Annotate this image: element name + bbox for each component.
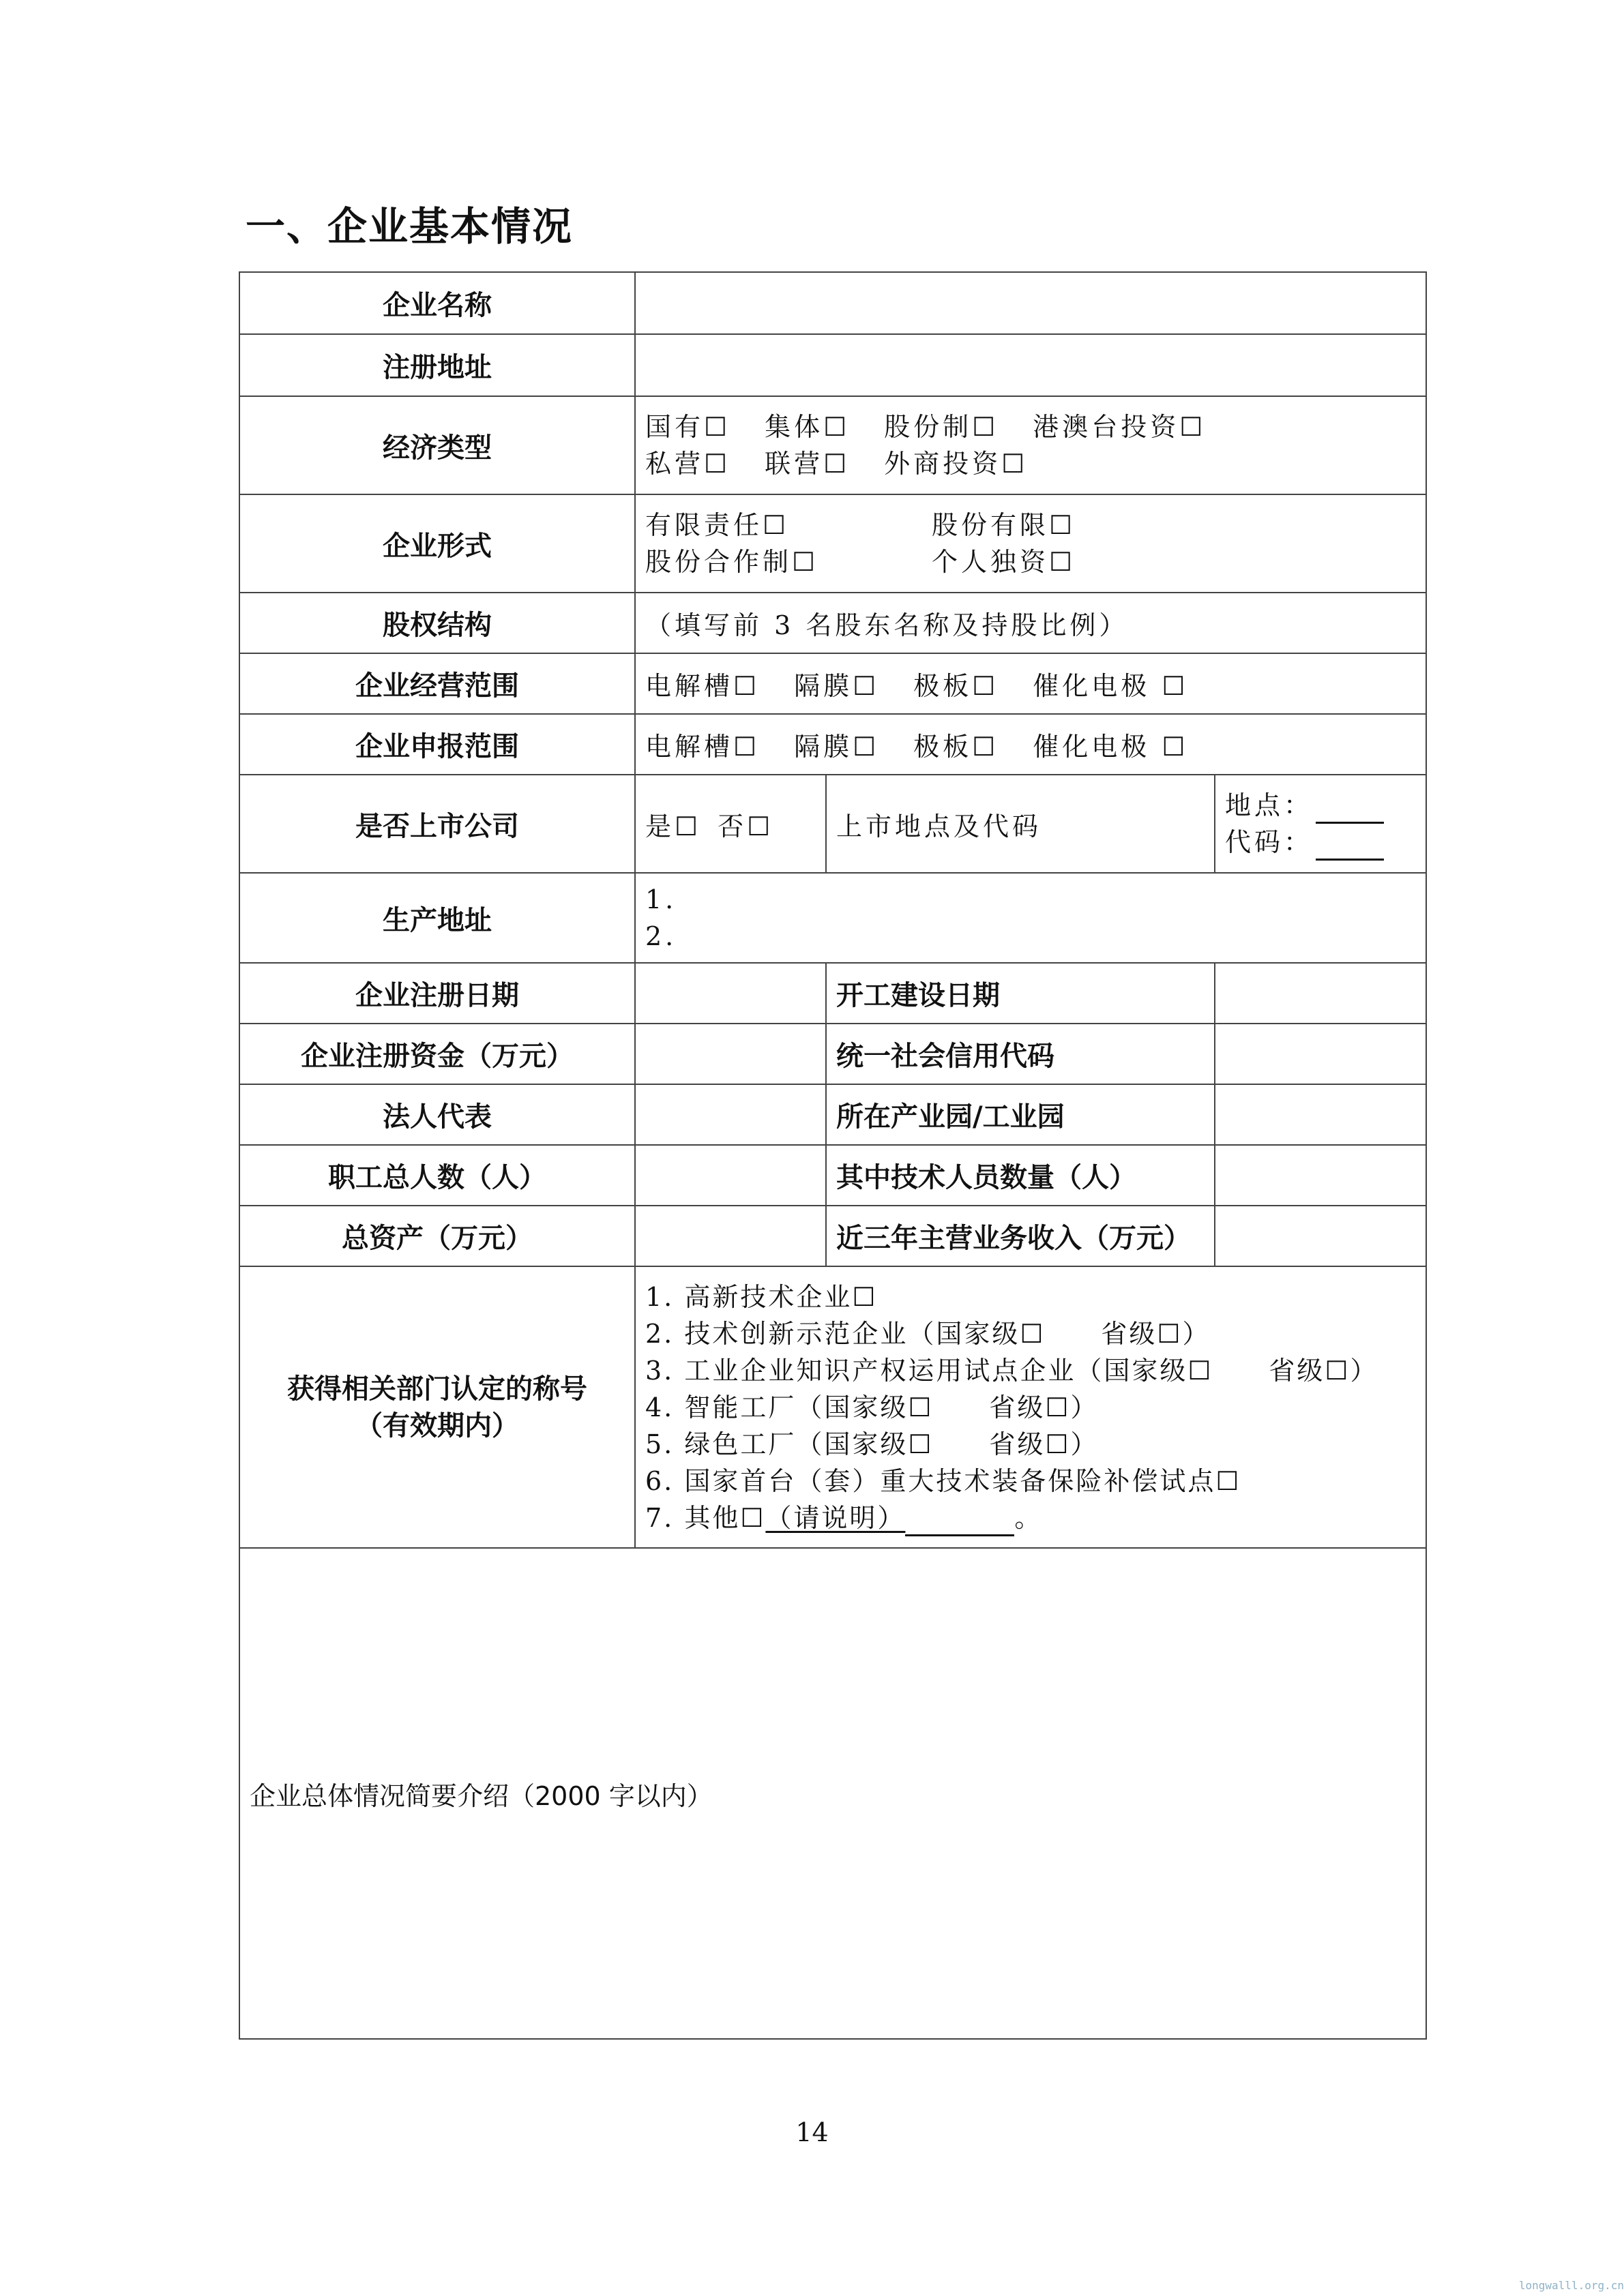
title-item-other-checkbox[interactable]: 7. 其他☐ (645, 1502, 766, 1533)
row-declare-scope (239, 714, 1426, 775)
production-address-2: 2. (645, 921, 677, 951)
label-recognized-titles (239, 1266, 635, 1548)
section-heading: 一、企业基本情况 (246, 203, 574, 250)
label-registered-capital: 企业注册资金（万元） (239, 1024, 635, 1084)
recognized-titles-list (635, 1266, 1426, 1548)
title-item-green-factory[interactable]: 5. 绿色工厂（国家级☐ 省级☐） (645, 1429, 1099, 1459)
label-total-employees: 职工总人数（人） (239, 1145, 635, 1206)
label-industrial-park: 所在产业园/工业园 (826, 1084, 1215, 1145)
input-enterprise-name[interactable] (635, 272, 1426, 334)
label-registration-date: 企业注册日期 (239, 963, 635, 1024)
listed-place-label: 地点： (1225, 790, 1314, 820)
row-registered-address (239, 334, 1426, 396)
checkbox-declare-catalytic-electrode[interactable]: 催化电极 ☐ (1033, 732, 1189, 762)
label-main-revenue: 近三年主营业务收入（万元） (826, 1206, 1215, 1266)
checkbox-scope-diaphragm[interactable]: 隔膜☐ (794, 671, 880, 701)
label-recognized-titles-line2: （有效期内） (355, 1410, 519, 1442)
row-total-employees (239, 1145, 1426, 1206)
checkbox-private[interactable]: 私营☐ (645, 449, 731, 479)
row-registration-date (239, 963, 1426, 1024)
title-item-other-end: 。 (1014, 1502, 1043, 1533)
row-total-assets (239, 1206, 1426, 1266)
checkbox-listed-yes[interactable]: 是☐ (645, 811, 702, 841)
input-technical-staff[interactable] (1215, 1145, 1426, 1206)
checkbox-collective[interactable]: 集体☐ (765, 412, 851, 442)
title-item-other-note: （请说明） (765, 1502, 906, 1533)
listed-place-code-label: 上市地点及代码 (826, 775, 1215, 873)
row-enterprise-name (239, 272, 1426, 334)
label-equity-structure: 股权结构 (239, 593, 635, 653)
checkbox-state-owned[interactable]: 国有☐ (645, 412, 731, 442)
label-listed-company: 是否上市公司 (239, 775, 635, 873)
input-registration-date[interactable] (635, 963, 826, 1024)
label-production-address: 生产地址 (239, 873, 635, 963)
row-equity-structure (239, 593, 1426, 653)
input-total-assets[interactable] (635, 1206, 826, 1266)
checkbox-joint-stock-limited[interactable]: 股份有限☐ (932, 510, 1076, 540)
listed-yes-no (635, 775, 826, 873)
checkbox-limited-liability[interactable]: 有限责任☐ (645, 510, 790, 540)
listed-place-code-fields (1215, 775, 1426, 873)
title-item-first-set-equipment[interactable]: 6. 国家首台（套）重大技术装备保险补偿试点☐ (645, 1465, 1241, 1496)
checkbox-declare-electrolyzer[interactable]: 电解槽☐ (645, 732, 761, 762)
enterprise-intro-field[interactable] (239, 1548, 1426, 2039)
label-recognized-titles-line1: 获得相关部门认定的称号 (287, 1373, 587, 1405)
listed-code-label: 代码： (1225, 827, 1314, 857)
title-item-smart-factory[interactable]: 4. 智能工厂（国家级☐ 省级☐） (645, 1392, 1099, 1422)
row-production-address (239, 873, 1426, 963)
enterprise-info-table (239, 271, 1427, 2040)
enterprise-form-options (635, 494, 1426, 593)
title-item-other (645, 1500, 1416, 1536)
row-business-scope (239, 653, 1426, 714)
input-main-revenue[interactable] (1215, 1206, 1426, 1266)
label-registered-address: 注册地址 (239, 334, 635, 396)
checkbox-scope-electrolyzer[interactable]: 电解槽☐ (645, 671, 761, 701)
input-construction-start-date[interactable] (1215, 963, 1426, 1024)
production-address-1: 1. (645, 884, 677, 914)
watermark: longwalll.org.cn (1518, 2279, 1624, 2292)
row-legal-representative (239, 1084, 1426, 1145)
label-declare-scope: 企业申报范围 (239, 714, 635, 775)
input-credit-code[interactable] (1215, 1024, 1426, 1084)
label-enterprise-form: 企业形式 (239, 494, 635, 593)
input-total-employees[interactable] (635, 1145, 826, 1206)
checkbox-hk-macau-taiwan[interactable]: 港澳台投资☐ (1033, 412, 1207, 442)
listed-code-blank[interactable] (1316, 838, 1384, 861)
checkbox-listed-no[interactable]: 否☐ (718, 811, 774, 841)
label-total-assets: 总资产（万元） (239, 1206, 635, 1266)
label-enterprise-intro: 企业总体情况简要介绍（2000 字以内） (250, 1780, 713, 1811)
checkbox-joint-stock-cooperative[interactable]: 股份合作制☐ (645, 547, 819, 577)
title-item-ip-pilot[interactable]: 3. 工业企业知识产权运用试点企业（国家级☐ 省级☐） (645, 1355, 1378, 1386)
title-item-high-tech[interactable]: 1. 高新技术企业☐ (645, 1281, 878, 1312)
row-listed-company (239, 775, 1426, 873)
checkbox-scope-plate[interactable]: 极板☐ (913, 671, 999, 701)
business-scope-options (635, 653, 1426, 714)
production-address-list[interactable] (635, 873, 1426, 963)
label-enterprise-name: 企业名称 (239, 272, 635, 334)
label-credit-code: 统一社会信用代码 (826, 1024, 1215, 1084)
title-item-other-blank[interactable] (905, 1511, 1014, 1536)
label-business-scope: 企业经营范围 (239, 653, 635, 714)
checkbox-scope-catalytic-electrode[interactable]: 催化电极 ☐ (1033, 671, 1189, 701)
equity-structure-hint[interactable]: （填写前 3 名股东名称及持股比例） (635, 593, 1426, 653)
row-economic-type (239, 396, 1426, 494)
page-number: 14 (795, 2117, 829, 2147)
row-recognized-titles (239, 1266, 1426, 1548)
row-enterprise-intro (239, 1548, 1426, 2039)
row-enterprise-form (239, 494, 1426, 593)
label-economic-type: 经济类型 (239, 396, 635, 494)
row-registered-capital (239, 1024, 1426, 1084)
label-construction-start-date: 开工建设日期 (826, 963, 1215, 1024)
checkbox-sole-proprietorship[interactable]: 个人独资☐ (932, 547, 1076, 577)
checkbox-joint-stock[interactable]: 股份制☐ (884, 412, 999, 442)
input-registered-capital[interactable] (635, 1024, 826, 1084)
checkbox-declare-diaphragm[interactable]: 隔膜☐ (794, 732, 880, 762)
input-industrial-park[interactable] (1215, 1084, 1426, 1145)
input-registered-address[interactable] (635, 334, 1426, 396)
title-item-innovation-demo[interactable]: 2. 技术创新示范企业（国家级☐ 省级☐） (645, 1318, 1211, 1349)
checkbox-foreign-investment[interactable]: 外商投资☐ (884, 449, 1029, 479)
listed-place-blank[interactable] (1316, 801, 1384, 824)
input-legal-representative[interactable] (635, 1084, 826, 1145)
economic-type-options (635, 396, 1426, 494)
checkbox-joint-venture[interactable]: 联营☐ (765, 449, 851, 479)
label-technical-staff: 其中技术人员数量（人） (826, 1145, 1215, 1206)
declare-scope-options (635, 714, 1426, 775)
checkbox-declare-plate[interactable]: 极板☐ (913, 732, 999, 762)
label-legal-representative: 法人代表 (239, 1084, 635, 1145)
